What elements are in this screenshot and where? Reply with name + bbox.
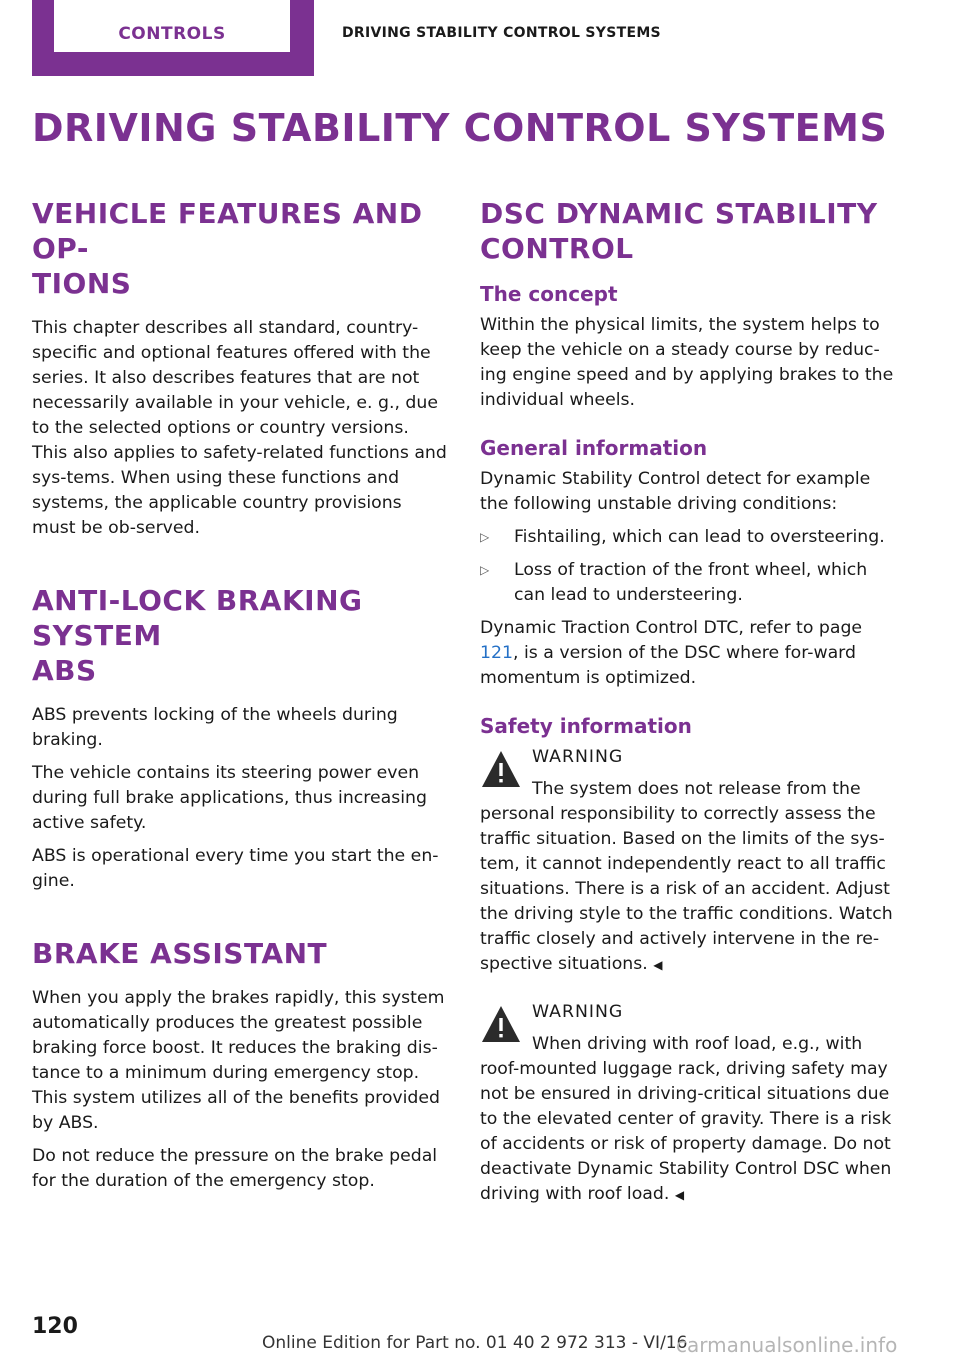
chapter-tab <box>32 0 314 76</box>
abs-text-1: ABS prevents locking of the wheels during braking. <box>32 705 398 750</box>
warning-box <box>480 1000 896 1208</box>
abs-text-2: The vehicle contains its steering power even during full brake applications, thus increasing active safety. <box>32 763 427 833</box>
triangle-bullet-icon: ▷ <box>480 530 490 544</box>
vehicle-features-text: This chapter describes all standard, country-specific and optional features offered with the series. It also describes features that are not necessarily available in your vehicle, e. g., due to the selected options or country versions. This also applies to safety-related functions and sys-tems. When using these functions and systems, the applicable country provisions must be ob-served. <box>32 318 447 538</box>
page-title: DRIVING STABILITY CONTROL SYSTEMS <box>32 106 888 150</box>
general-info-heading: General information <box>480 436 708 460</box>
concept-heading: The concept <box>480 282 618 306</box>
brake-assistant-text-2: Do not reduce the pressure on the brake pedal for the duration of the emergency stop. <box>32 1146 438 1191</box>
brake-assistant-heading: BRAKE ASSISTANT <box>32 937 328 970</box>
warning-label: WARNING <box>532 747 624 767</box>
chapter-tab-label: CONTROLS <box>54 0 290 52</box>
dtc-text: Dynamic Traction Control DTC, refer to page 121, is a version of the DSC where for-ward momentum is optimized. <box>480 618 863 688</box>
vehicle-features-heading: VEHICLE FEATURES AND OP- TIONS <box>32 197 423 300</box>
abs-heading: ANTI-LOCK BRAKING SYSTEM ABS <box>32 584 363 687</box>
warning-triangle-icon <box>480 749 522 789</box>
right-column <box>480 196 896 1216</box>
warning-box <box>480 745 896 978</box>
edition-footer: Online Edition for Part no. 01 40 2 972 313 - VI/16 <box>262 1333 688 1353</box>
page-link[interactable]: 121 <box>480 643 513 663</box>
warning-label: WARNING <box>532 1002 624 1022</box>
list-item: ▷ Fishtailing, which can lead to oversteering. <box>480 525 896 550</box>
abs-text-3: ABS is operational every time you start the en-gine. <box>32 846 439 891</box>
general-info-text: Dynamic Stability Control detect for example the following unstable driving conditions: <box>480 469 871 514</box>
warning-text-1: The system does not release from the personal responsibility to correctly assess the traffic situation. Based on the limits of the sys-tem, it cannot independently react to all traffic situations. There is a risk of an accident. Adjust the driving style to the traffic conditions. Watch traffic closely and actively intervene in the re-spective situations. <box>480 779 893 974</box>
page-number: 120 <box>32 1314 78 1339</box>
end-mark-icon: ◀ <box>674 1188 685 1202</box>
concept-text: Within the physical limits, the system helps to keep the vehicle on a steady course by reduc-ing engine speed and by applying brakes to the individual wheels. <box>480 315 894 410</box>
section-label: DRIVING STABILITY CONTROL SYSTEMS <box>342 25 661 41</box>
list-item: ▷ Loss of traction of the front wheel, which can lead to understeering. <box>480 558 896 608</box>
end-mark-icon: ◀ <box>653 958 663 972</box>
left-column <box>32 196 448 1202</box>
dsc-heading: DSC DYNAMIC STABILITY CONTROL <box>480 197 878 265</box>
safety-info-heading: Safety information <box>480 714 692 738</box>
watermark: carmanualsonline.info <box>676 1333 898 1357</box>
triangle-bullet-icon: ▷ <box>480 563 490 577</box>
warning-text-2: When driving with roof load, e.g., with roof-mounted luggage rack, driving safety may not be ensured in driving-critical situations due to the elevated center of gravity. There is a risk of accidents or risk of property damage. Do not deactivate Dynamic Stability Control DSC when driving with roof load. <box>480 1034 892 1204</box>
warning-triangle-icon <box>480 1004 522 1044</box>
brake-assistant-text-1: When you apply the brakes rapidly, this system automatically produces the greatest possible braking force boost. It reduces the braking dis-tance to a minimum during emergency stop. This system utilizes all of the benefits provided by ABS. <box>32 988 445 1133</box>
